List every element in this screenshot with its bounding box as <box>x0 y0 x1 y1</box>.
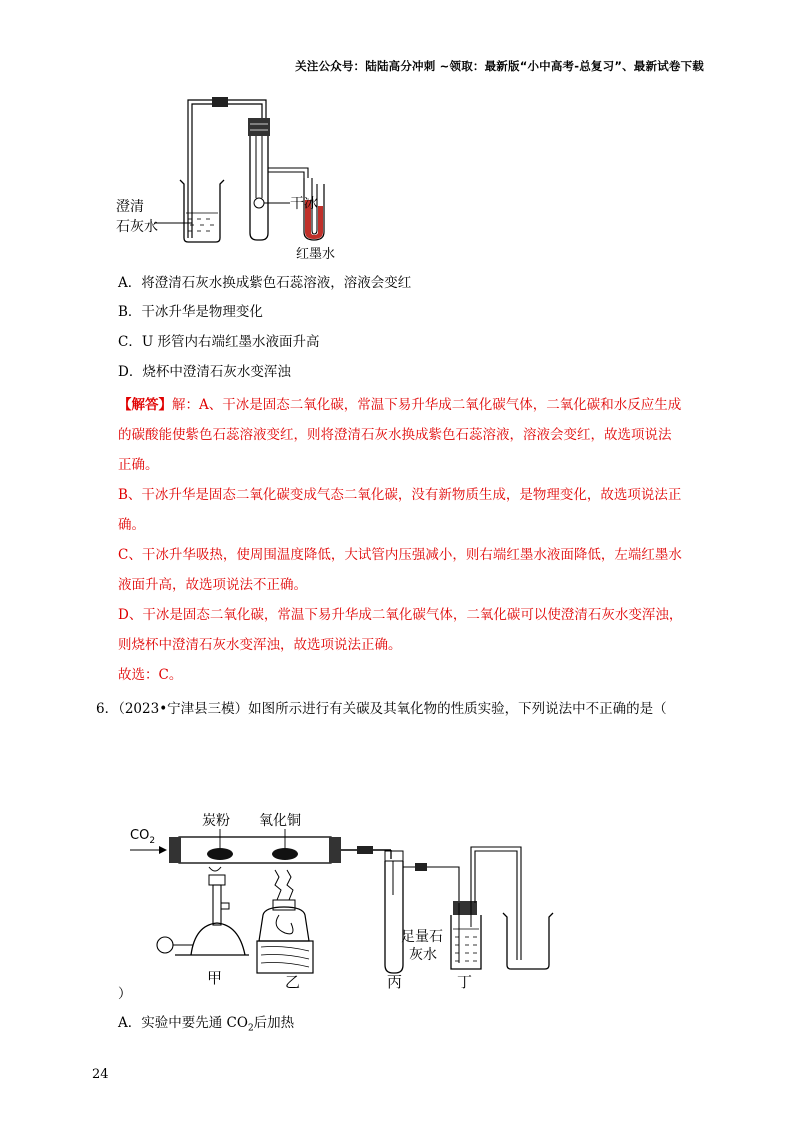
q5-option-a: A．将澄清石灰水换成紫色石蕊溶液，溶液会变红 <box>118 275 412 291</box>
label-yi: 乙 <box>285 973 301 991</box>
combustion-tube <box>179 837 331 863</box>
beaker <box>180 180 224 242</box>
q6-option-a: A．实验中要先通 $CO_2$后加热 <box>118 1015 295 1034</box>
label-dry-ice: 干冰 <box>290 196 318 212</box>
answer-line-6: C、干冰升华吸热，使周围温度降低，大试管内压强减小，则右端红墨水液面降低，左端红墨水 <box>118 547 682 563</box>
label-limewater-ding-1: 足量石 <box>401 929 443 945</box>
dry-ice-ball <box>254 198 264 208</box>
figure-carbon-apparatus <box>125 795 575 995</box>
label-bing: 丙 <box>387 973 403 991</box>
answer-tag: 【解答】 <box>118 397 172 413</box>
label-limewater-2: 石灰水 <box>116 219 158 235</box>
label-limewater-ding-2: 灰水 <box>409 947 437 963</box>
q6-paren-close: ） <box>118 986 132 1002</box>
alcohol-blast-burner <box>157 867 249 955</box>
limewater-liquid <box>186 213 218 231</box>
label-ding: 丁 <box>457 973 473 991</box>
answer-line-5: 确。 <box>118 517 145 533</box>
page-header: 关注公众号：陆陆高分冲刺 ~领取：最新版“小中高考-总复习”、最新试卷下载 <box>295 59 704 73</box>
answer-line-2: 的碳酸能使紫色石蕊溶液变红，则将澄清石灰水换成紫色石蕊溶液，溶液会变红，故选项说法 <box>118 427 672 443</box>
stopper <box>248 118 270 136</box>
label-red-ink: 红墨水 <box>296 247 336 262</box>
answer-line-7: 液面升高，故选项说法不正确。 <box>118 577 307 593</box>
label-cuo: 氧化铜 <box>259 813 301 829</box>
large-test-tube <box>250 136 268 240</box>
label-carbon: 炭粉 <box>202 813 230 829</box>
limewater-ding <box>453 929 479 961</box>
label-jia: 甲 <box>207 969 223 987</box>
answer-line-1: 【解答】解：A、干冰是固态二氧化碳，常温下易升华成二氧化碳气体，二氧化碳和水反应生成 <box>118 397 682 413</box>
copper-oxide <box>272 848 298 860</box>
test-tube-bing <box>385 861 403 973</box>
answer-line-9: 则烧杯中澄清石灰水变浑浊，故选项说法正确。 <box>118 637 402 653</box>
left-stopper <box>169 837 181 863</box>
answer-line-8: D、干冰是固态二氧化碳，常温下易升华成二氧化碳气体，二氧化碳可以使澄清石灰水变浑浊， <box>118 607 683 623</box>
rubber-connector <box>212 97 228 107</box>
q5-option-d: D．烧杯中澄清石灰水变浑浊 <box>118 364 291 380</box>
answer-line-4: B、干冰升华是固态二氧化碳变成气态二氧化碳，没有新物质生成，是物理变化，故选项说法正 <box>118 487 682 503</box>
alcohol-lamp <box>257 870 313 973</box>
page-number: 24 <box>92 1067 109 1082</box>
answer-conclusion: 故选：C。 <box>118 667 183 683</box>
answer-line-3: 正确。 <box>118 457 159 473</box>
q6-stem: 6．（2023•宁津县三模）如图所示进行有关碳及其氧化物的性质实验，下列说法中不正确的是（ <box>96 701 667 717</box>
right-stopper <box>329 837 341 863</box>
label-co2: $CO_2$ <box>130 828 156 846</box>
carbon-powder <box>207 848 233 860</box>
red-ink-right <box>318 206 323 232</box>
label-limewater-1: 澄清 <box>116 199 144 215</box>
beaker-2 <box>503 913 553 969</box>
figure-dry-ice-apparatus <box>100 88 380 263</box>
q5-option-b: B．干冰升华是物理变化 <box>118 304 263 320</box>
bottle-stopper <box>453 901 477 915</box>
q5-option-c: C．U 形管内右端红墨水液面升高 <box>118 334 320 350</box>
